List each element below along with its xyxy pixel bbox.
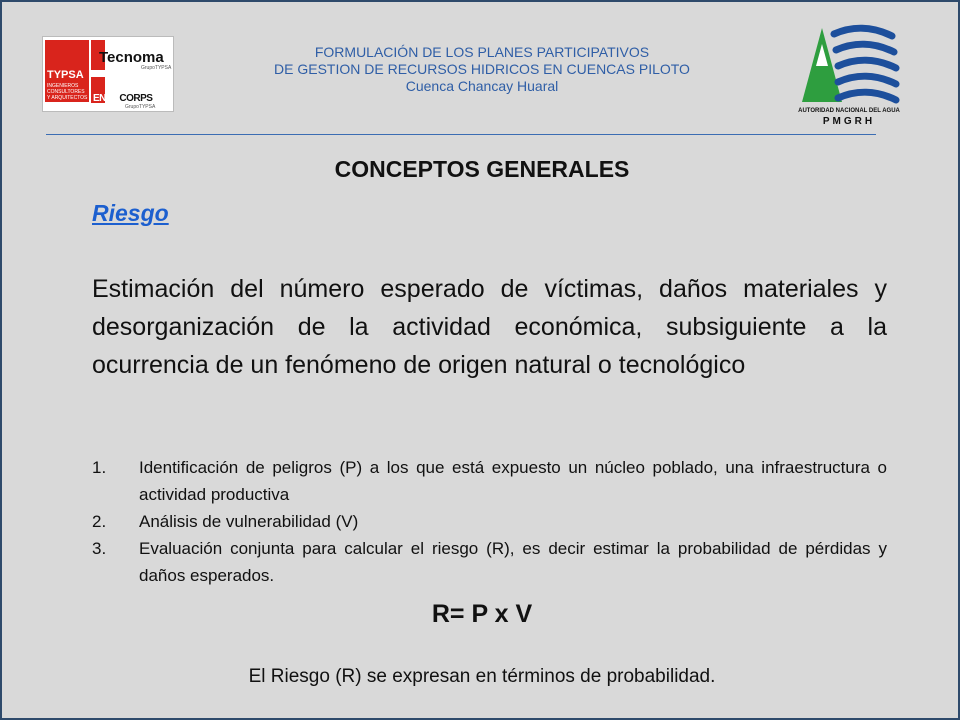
- engecorps-logo-subtext: GrupoTYPSA: [125, 104, 156, 110]
- step-number: 1.: [92, 458, 107, 477]
- step-text: Evaluación conjunta para calcular el riesgo (R), es decir estimar la probabilidad de pérdidas y daños esperados.: [139, 539, 887, 585]
- engecorps-logo-text: ENGECORPS: [93, 93, 153, 104]
- section-subtitle: Riesgo: [92, 200, 169, 226]
- step-text: Identificación de peligros (P) a los que está expuesto un núcleo poblado, una infraestructura o actividad productiva: [139, 458, 887, 504]
- project-header: [222, 44, 742, 95]
- risk-definition: Estimación del número esperado de víctimas, daños materiales y desorganización de la actividad económica, subsiguiente a la ocurrencia de un fenómeno de origen natural o tecnológico: [92, 275, 887, 379]
- typsa-tecnoma-engecorps-logo: [42, 36, 174, 112]
- footer-note: El Riesgo (R) se expresan en términos de probabilidad.: [248, 666, 716, 687]
- list-item: [92, 454, 887, 508]
- list-item: [92, 508, 887, 535]
- typsa-logo-subtext: INGENIEROS CONSULTORES Y ARQUITECTOS: [47, 83, 88, 101]
- step-text: Análisis de vulnerabilidad (V): [139, 512, 359, 531]
- ana-pmgrh-logo: [794, 22, 904, 132]
- step-number: 2.: [92, 512, 107, 531]
- slide-title: CONCEPTOS GENERALES: [334, 156, 630, 182]
- tecnoma-logo-subtext: GrupoTYPSA: [141, 65, 172, 71]
- header-line-3: Cuenca Chancay Huaral: [405, 78, 559, 94]
- header-line-2: DE GESTION DE RECURSOS HIDRICOS EN CUENCAS PILOTO: [274, 61, 690, 77]
- pmgrh-logo-acronym: PMGRH: [822, 116, 876, 127]
- risk-formula: R= P x V: [431, 600, 533, 628]
- list-item: [92, 535, 887, 589]
- step-number: 3.: [92, 539, 107, 558]
- typsa-logo-text: TYPSA: [47, 69, 84, 81]
- tecnoma-logo-text: Tecnoma: [99, 49, 164, 66]
- ana-logo-icon: [794, 22, 904, 110]
- ana-logo-name: AUTORIDAD NACIONAL DEL AGUA: [798, 108, 900, 114]
- header-line-1: FORMULACIÓN DE LOS PLANES PARTICIPATIVOS: [314, 44, 650, 60]
- header-divider: [46, 134, 876, 135]
- steps-list: [92, 454, 887, 589]
